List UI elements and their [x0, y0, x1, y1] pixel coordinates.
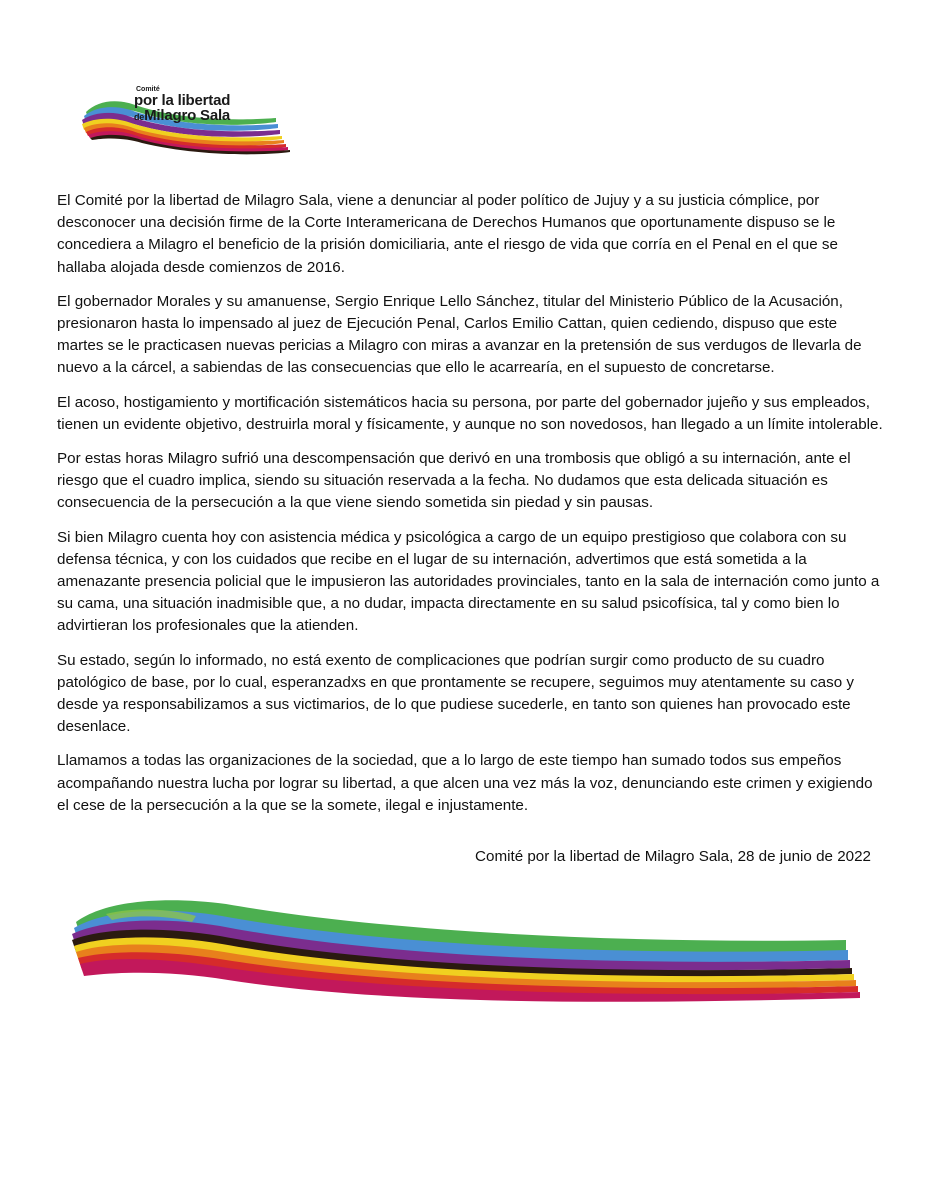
paragraph: El Comité por la libertad de Milagro Sala, viene a denunciar al poder político de Jujuy y a su justicia cómplice, por desconocer una decisión firme de la Corte Interamericana de Derechos Humanos que oportunamente dispuso se le concediera a Milagro el beneficio de la prisión domiciliaria, ante el riesgo de vida que corría en el Penal en el que se hallaba alojada desde comienzos de 2016. — [57, 192, 838, 276]
paragraph: El gobernador Morales y su amanuense, Sergio Enrique Lello Sánchez, titular del Ministerio Público de la Acusación, presionaron hasta lo impensado al juez de Ejecución Penal, Carlos Emilio Cattan, quien cediendo, dispuso que este martes se le practicasen nuevas pericias a Milagro con miras a avanzar en la pretensión de sus verdugos de llevarla de nuevo a la cárcel, a sabiendas de las consecuencias que ello le acarrearía, en el supuesto de concretarse. — [57, 292, 862, 377]
paragraph: El acoso, hostigamiento y mortificación sistemáticos hacia su persona, por parte del gobernador jujeño y sus empleados, tienen un evidente objetivo, destruirla moral y físicamente, y aunque no son novedosos, han llegado a un límite intolerable. — [57, 393, 883, 433]
paragraph: Su estado, según lo informado, no está exento de complicaciones que podrían surgir como producto de su cuadro patológico de base, por lo cual, esperanzadxs en que prontamente se recupere, seguimos muy atentamente su caso y desde ya responsabilizamos a sus victimarios, de lo que pudiese sucederle, en tanto son quienes han provocado este desenlace. — [57, 651, 854, 736]
committee-logo — [78, 84, 298, 156]
paragraph: Por estas horas Milagro sufrió una descompensación que derivó en una trombosis que obligó a su internación, ante el riesgo que el cuadro implica, siendo su situación reservada a la fecha. No dudamos que esta delicada situación es consecuencia de la persecución a la que viene siendo sometida sin piedad y sin pausas. — [57, 450, 851, 512]
signature-line: Comité por la libertad de Milagro Sala, 28 de junio de 2022 — [475, 848, 871, 865]
rainbow-swoosh-footer-graphic — [66, 870, 866, 1010]
logo-line-small: Comité — [136, 86, 160, 93]
logo-line-big-prefix: de — [134, 112, 145, 122]
logo-wordmark — [134, 86, 230, 123]
paragraph: Llamamos a todas las organizaciones de la sociedad, que a lo largo de este tiempo han sumado todos sus empeños acompañando nuestra lucha por lograr su libertad, a que alcen una vez más la voz, denunciando este crimen y exigiendo el cese de la persecución a la que se la somete, ilegal e injustamente. — [57, 752, 873, 814]
logo-line-big-name: Milagro Sala — [144, 107, 231, 124]
logo-line-big — [134, 108, 230, 123]
logo-line-mid: por la libertad — [134, 92, 231, 109]
statement-body — [57, 190, 887, 829]
paragraph: Si bien Milagro cuenta hoy con asistencia médica y psicológica a cargo de un equipo prestigioso que colabora con su defensa técnica, y con los cuidados que recibe en el lugar de su internación, advertimos que está sometida a la amenazante presencia policial que le impusieron las autoridades provinciales, tanto en la sala de internación como junto a su cama, una situación inadmisible que, a no dudar, impacta directamente en su salud psicofísica, tal y como bien lo advirtieran los profesionales que la atienden. — [57, 528, 880, 635]
